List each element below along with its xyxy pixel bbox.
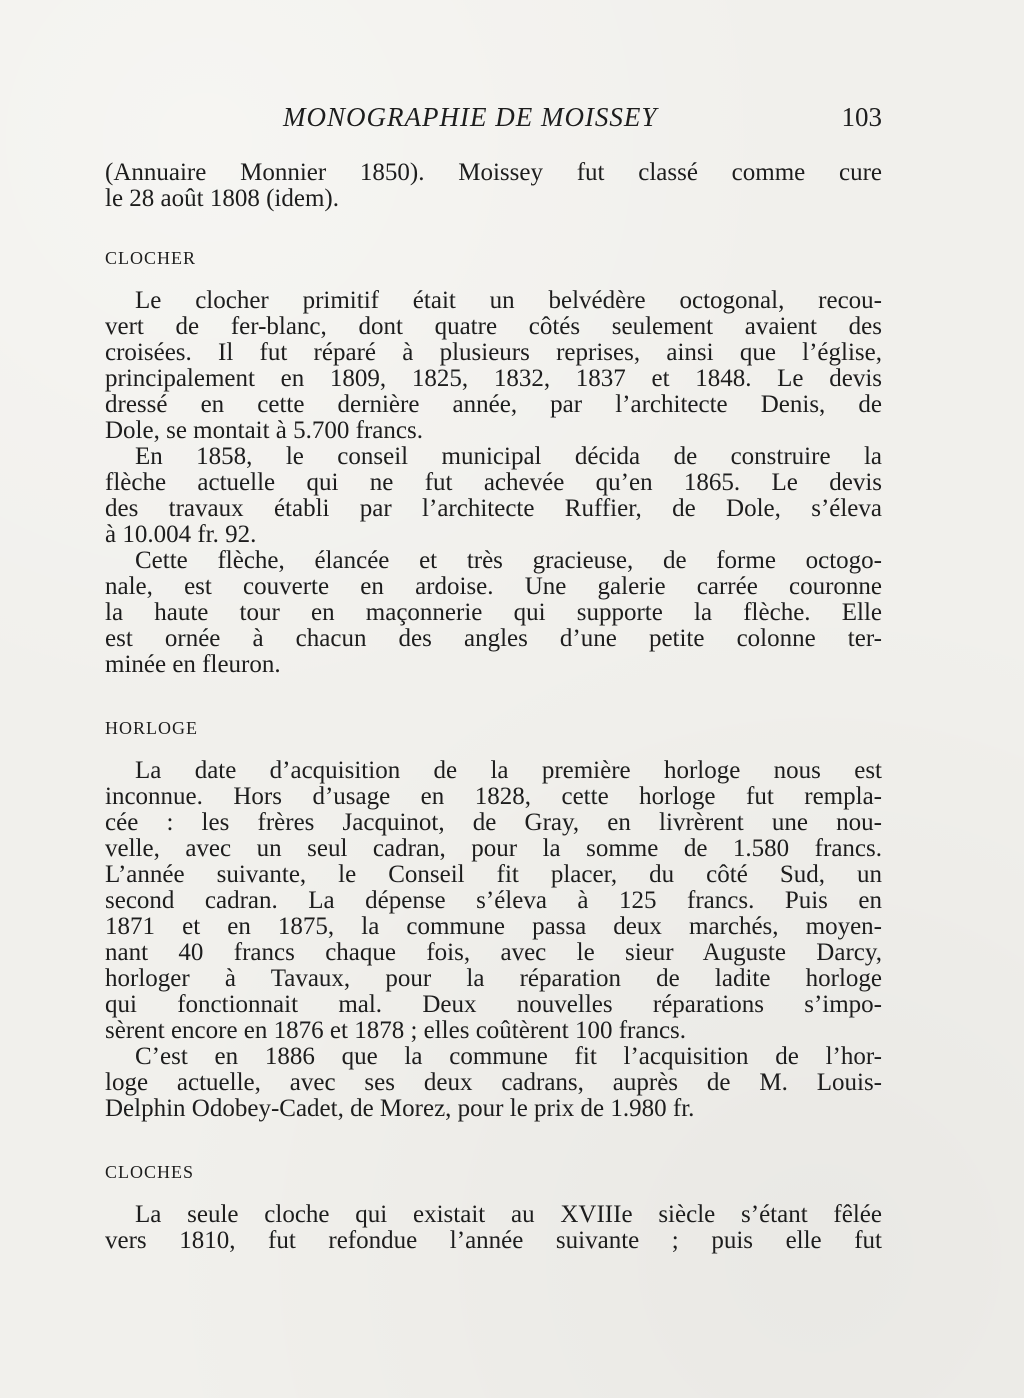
text-line: Cette flèche, élancée et très gracieuse, de forme octogo-: [135, 547, 882, 574]
text-line: nale, est couverte en ardoise. Une galerie carrée couronne: [105, 573, 882, 600]
text-line: dressé en cette dernière année, par l’architecte Denis, de: [105, 391, 882, 418]
text-line: loge actuelle, avec ses deux cadrans, auprès de M. Louis-: [105, 1069, 882, 1096]
intro-paragraph: [105, 160, 882, 212]
section-horloge: [105, 715, 882, 1122]
text-line: En 1858, le conseil municipal décida de construire la: [135, 443, 882, 470]
text-line: vers 1810, fut refondue l’année suivante ; puis elle fut: [105, 1227, 882, 1254]
text-line: La seule cloche qui existait au XVIIIe siècle s’étant fêlée: [135, 1201, 882, 1228]
running-head: [105, 102, 882, 138]
text-line: (Annuaire Monnier 1850). Moissey fut classé comme cure: [105, 159, 882, 186]
text-line: flèche actuelle qui ne fut achevée qu’en 1865. Le devis: [105, 469, 882, 496]
horloge-paragraph-1: [105, 758, 882, 1044]
text-line: 1871 et en 1875, la commune passa deux marchés, moyen-: [105, 913, 882, 940]
text-line: inconnue. Hors d’usage en 1828, cette horloge fut rempla-: [105, 783, 882, 810]
text-line: sèrent encore en 1876 et 1878 ; elles coûtèrent 100 francs.: [105, 1017, 687, 1044]
text-line: croisées. Il fut réparé à plusieurs reprises, ainsi que l’église,: [105, 339, 882, 366]
horloge-paragraph-2: [105, 1044, 882, 1122]
clocher-paragraph-2: [105, 444, 882, 548]
text-line: à 10.004 fr. 92.: [105, 521, 257, 548]
section-cloches: [105, 1159, 882, 1254]
text-line: cée : les frères Jacquinot, de Gray, en livrèrent une nou-: [105, 809, 882, 836]
cloches-paragraph-1: [105, 1202, 882, 1254]
text-line: Le clocher primitif était un belvédère octogonal, recou-: [135, 287, 882, 314]
text-line: principalement en 1809, 1825, 1832, 1837 et 1848. Le devis: [105, 365, 882, 392]
section-heading-clocher: CLOCHER: [105, 248, 197, 268]
clocher-paragraph-1: [105, 288, 882, 444]
text-line: est ornée à chacun des angles d’une petite colonne ter-: [105, 625, 882, 652]
section-heading-cloches: CLOCHES: [105, 1162, 195, 1182]
clocher-paragraph-3: [105, 548, 882, 678]
text-line: vert de fer-blanc, dont quatre côtés seulement avaient des: [105, 313, 882, 340]
text-line: L’année suivante, le Conseil fit placer, du côté Sud, un: [105, 861, 882, 888]
text-line: La date d’acquisition de la première horloge nous est: [135, 757, 882, 784]
text-line: velle, avec un seul cadran, pour la somme de 1.580 francs.: [105, 835, 882, 862]
text-line: C’est en 1886 que la commune fit l’acquisition de l’hor-: [135, 1043, 882, 1070]
text-line: la haute tour en maçonnerie qui supporte la flèche. Elle: [105, 599, 882, 626]
text-line: Dole, se montait à 5.700 francs.: [105, 417, 423, 444]
text-line: Delphin Odobey-Cadet, de Morez, pour le prix de 1.980 fr.: [105, 1095, 695, 1122]
running-title: MONOGRAPHIE DE MOISSEY: [283, 102, 658, 132]
text-line: minée en fleuron.: [105, 651, 281, 678]
text-line: second cadran. La dépense s’éleva à 125 francs. Puis en: [105, 887, 882, 914]
section-clocher: [105, 245, 882, 678]
section-heading-horloge: HORLOGE: [105, 718, 198, 738]
text-line: le 28 août 1808 (idem).: [105, 185, 339, 212]
text-line: des travaux établi par l’architecte Ruffier, de Dole, s’éleva: [105, 495, 882, 522]
text-line: horloger à Tavaux, pour la réparation de ladite horloge: [105, 965, 882, 992]
page-number: 103: [841, 102, 882, 132]
page-body: [105, 160, 882, 1254]
text-line: qui fonctionnait mal. Deux nouvelles réparations s’impo-: [105, 991, 882, 1018]
text-line: nant 40 francs chaque fois, avec le sieur Auguste Darcy,: [105, 939, 882, 966]
